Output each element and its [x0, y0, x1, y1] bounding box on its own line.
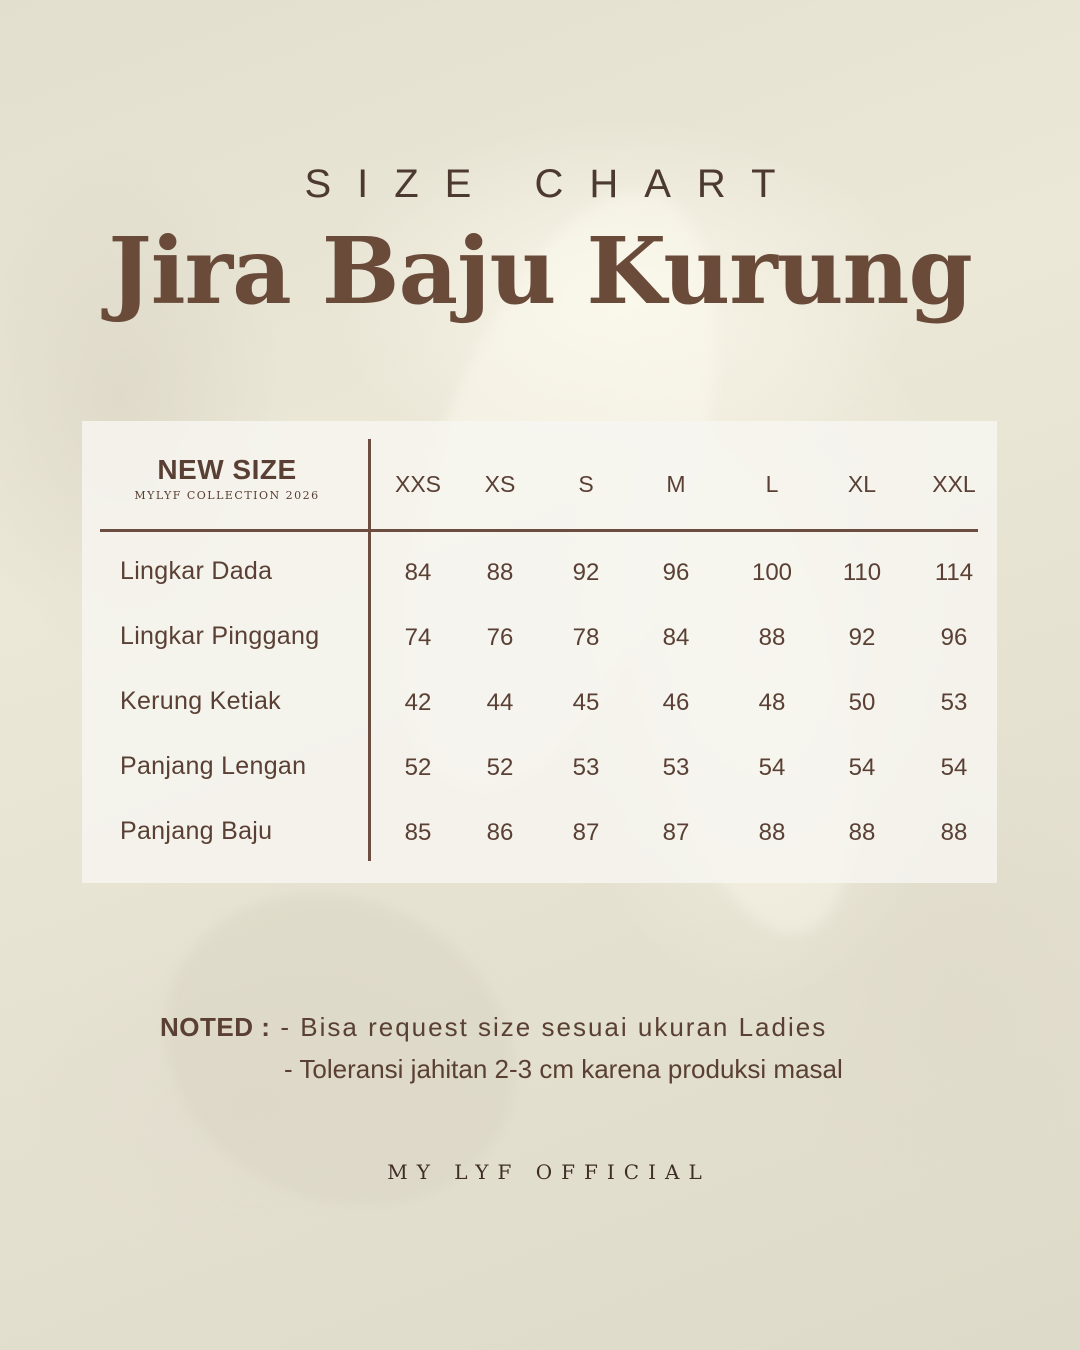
table-cell: 42 [404, 689, 432, 716]
table-cell: 96 [662, 559, 690, 586]
table-cell: 48 [758, 689, 786, 716]
header [0, 160, 1080, 326]
table-cell: 86 [486, 819, 514, 846]
row-label: Panjang Lengan [120, 752, 307, 780]
table-cell: 54 [758, 754, 786, 781]
column-header-xxl: XXL [932, 471, 976, 497]
notes [160, 1006, 1020, 1090]
table-header-label [100, 453, 354, 502]
row-label: Panjang Baju [120, 817, 273, 845]
table-cell: 78 [572, 624, 600, 651]
table-cell: 85 [404, 819, 432, 846]
table-cell: 50 [848, 689, 876, 716]
table-cell: 74 [404, 624, 432, 651]
table-cell: 92 [572, 559, 600, 586]
horizontal-divider [100, 529, 978, 532]
table-cell: 88 [758, 819, 786, 846]
table-cell: 54 [940, 754, 968, 781]
column-header-s: S [578, 471, 594, 497]
table-cell: 54 [848, 754, 876, 781]
table-cell: 96 [940, 624, 968, 651]
column-header-m: M [666, 471, 686, 497]
table-cell: 100 [751, 559, 793, 586]
table-cell: 88 [486, 559, 514, 586]
row-label: Kerung Ketiak [120, 687, 281, 715]
column-header-xl: XL [847, 471, 877, 497]
vertical-divider [368, 439, 371, 861]
row-label: Lingkar Pinggang [120, 622, 320, 650]
table-cell: 53 [940, 689, 968, 716]
table-cell: 88 [848, 819, 876, 846]
note-line [160, 1048, 1020, 1090]
collection-subheading: MYLYF COLLECTION 2026 [134, 489, 320, 502]
table-cell: 53 [662, 754, 690, 781]
table-cell: 88 [940, 819, 968, 846]
table-cell: 84 [404, 559, 432, 586]
table-cell: 110 [842, 559, 882, 586]
table-cell: 46 [662, 689, 690, 716]
table-cell: 76 [486, 624, 514, 651]
table-cell: 114 [934, 559, 974, 586]
table-cell: 88 [758, 624, 786, 651]
table-cell: 52 [486, 754, 514, 781]
table-cell: 87 [572, 819, 600, 846]
brand-footer: MY LYF OFFICIAL [387, 1160, 711, 1184]
note-item: - Bisa request size sesuai ukuran Ladies [280, 1012, 828, 1042]
table-cell: 45 [572, 689, 600, 716]
table-cell: 53 [572, 754, 600, 781]
table-cell: 44 [486, 689, 514, 716]
size-table [82, 421, 997, 883]
table-cell: 84 [662, 624, 690, 651]
page-kicker: SIZE CHART [304, 162, 802, 206]
table-cell: 87 [662, 819, 690, 846]
page-title: Jira Baju Kurung [108, 217, 972, 325]
table-cell: 52 [404, 754, 432, 781]
note-item: - Toleransi jahitan 2-3 cm karena produksi masal [284, 1054, 843, 1084]
new-size-heading: NEW SIZE [157, 454, 297, 485]
column-header-xs: XS [484, 471, 516, 497]
table-cell: 92 [848, 624, 876, 651]
row-label: Lingkar Dada [120, 557, 273, 585]
notes-label: NOTED : [160, 1012, 271, 1042]
column-header-xxs: XXS [394, 471, 442, 497]
note-line [160, 1006, 1020, 1048]
column-header-l: L [765, 471, 779, 497]
